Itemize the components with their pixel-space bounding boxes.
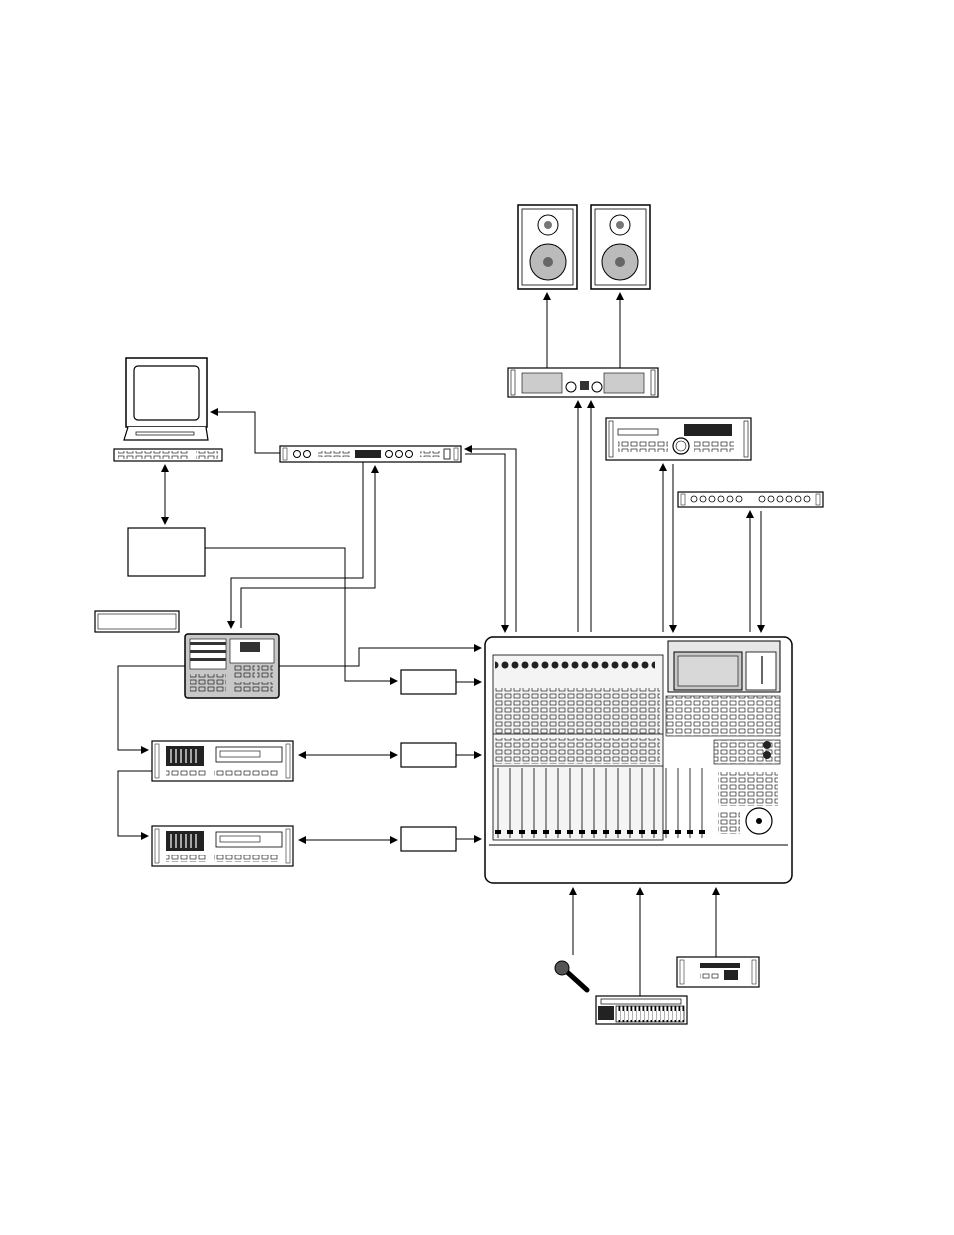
interface-card-2	[401, 743, 456, 767]
interface-card-1	[401, 670, 456, 694]
digital-recorder-1	[152, 741, 293, 781]
cd-dat-player	[677, 957, 759, 987]
digital-recorder-2	[152, 826, 293, 866]
midi-interface	[280, 446, 461, 462]
power-amplifier	[508, 368, 658, 397]
digital-mixing-console	[485, 637, 792, 883]
interface-card-3	[401, 827, 456, 851]
studio-monitor-right	[591, 205, 650, 289]
patch-bay	[678, 492, 823, 507]
effects-processor	[606, 418, 751, 460]
keyboard-synthesizer	[596, 996, 687, 1024]
microphone	[555, 961, 587, 990]
remote-controller	[185, 634, 279, 698]
computer	[114, 358, 222, 461]
synchronizer-box	[128, 528, 205, 576]
studio-monitor-left	[518, 205, 577, 289]
